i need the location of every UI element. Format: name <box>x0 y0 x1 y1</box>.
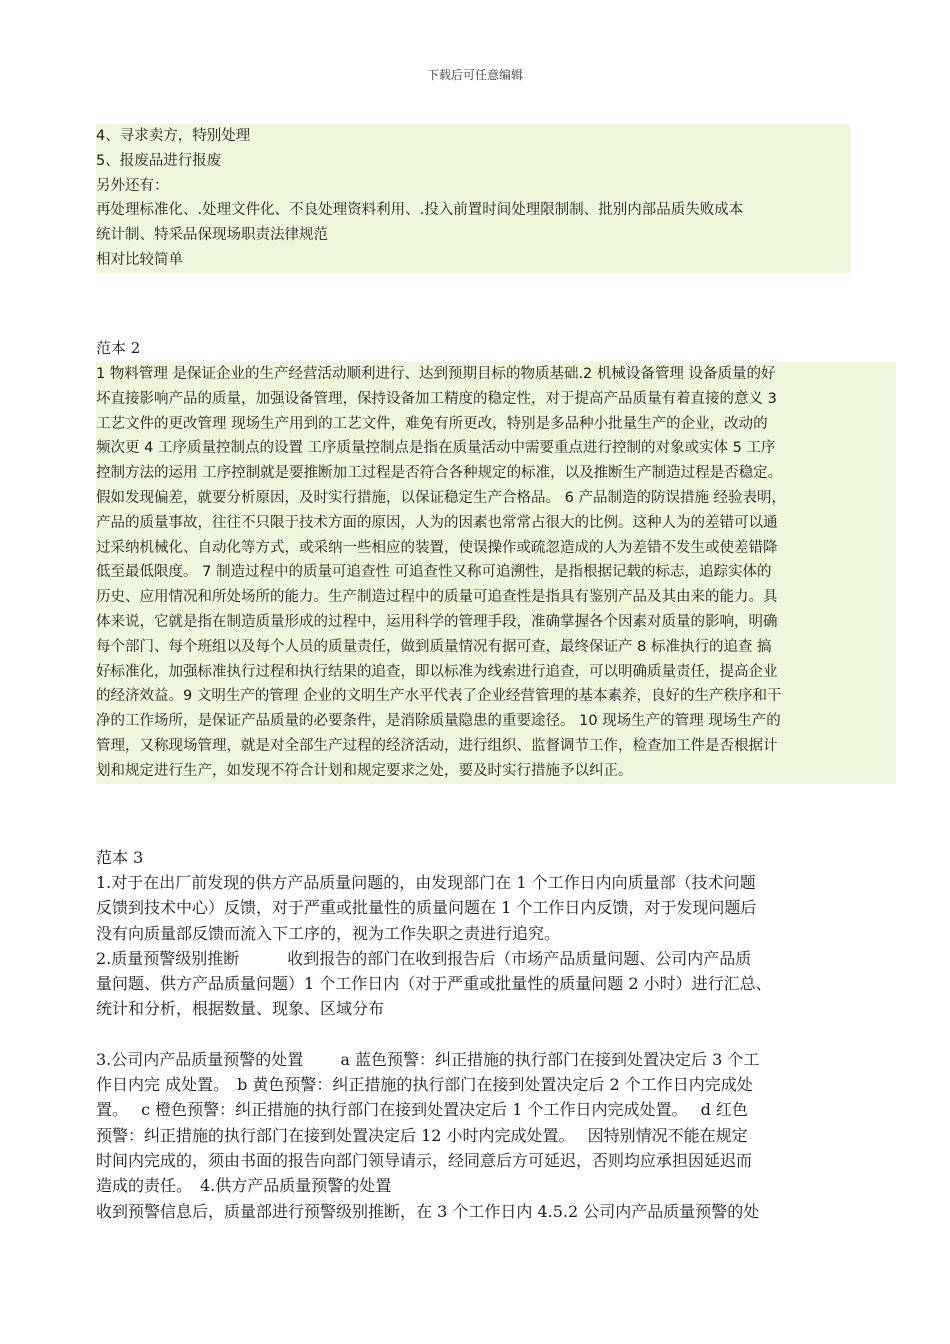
section-title-3: 范本 3 <box>96 848 144 867</box>
text-line: 好标准化，加强标准执行过程和执行结果的追查，即以标准为线索进行追查，可以明确质量责任，提高企业 <box>96 663 778 680</box>
text-line: 收到预警信息后，质量部进行预警级别推断，在 3 个工作日内 4.5.2 公司内产品质量预警的处 <box>96 1201 760 1221</box>
text-line: 划和规定进行生产，如发现不符合计划和规定要求之处，要及时实行措施予以纠正。 <box>96 762 633 779</box>
text-line: 相对比较简单 <box>96 251 183 268</box>
text-line: 产品的质量事故，往往不只限于技术方面的原因，人为的因素也常常占很大的比例。这种人为的差错可以通 <box>96 514 778 531</box>
text-line: 统计制、特采品保现场职责法律规范 <box>96 227 328 244</box>
text-line: 体来说，它就是指在制造质量形成的过程中，运用科学的管理手段，准确掌握各个因素对质量的影响，明确 <box>96 613 778 630</box>
text-line: 频次更 4 工序质量控制点的设置 工序质量控制点是指在质量活动中需要重点进行控制的对象或实体 5 工序 <box>96 440 776 457</box>
text-line: 量问题、供方产品质量问题）1 个工作日内（对于严重或批量性的质量问题 2 小时）进行汇总、 <box>96 974 772 994</box>
text-line: 再处理标准化、.处理文件化、不良处理资料利用、.投入前置时间处理限制制、批别内部品质失败成本 <box>96 202 744 219</box>
text-line: 3.公司内产品质量预警的处置 a 蓝色预警：纠正措施的执行部门在接到处置决定后 3 个工 <box>96 1049 760 1069</box>
text-line: 作日内完 成处置。 b 黄色预警：纠正措施的执行部门在接到处置决定后 2 个工作日内完成处 <box>96 1075 753 1095</box>
paragraph-gap <box>96 1022 896 1047</box>
text-line: 的经济效益。9 文明生产的管理 企业的文明生产水平代表了企业经营管理的基本素养，良好的生产秩序和干 <box>96 688 782 705</box>
text-line: 过采纳机械化、自动化等方式，或采纳一些相应的装置，使误操作或疏忽造成的人为差错不发生或使差错降 <box>96 539 778 556</box>
text-line: 反馈到技术中心）反馈，对于严重或批量性的质量问题在 1 个工作日内反馈，对于发现问题后 <box>96 898 757 918</box>
text-block-2 <box>96 362 896 784</box>
text-line: 统计和分析，根据数量、现象、区域分布 <box>96 999 385 1019</box>
text-line: 1.对于在出厂前发现的供方产品质量问题的，由发现部门在 1 个工作日内向质量部（技术问题 <box>96 873 756 892</box>
section-title-2: 范本 2 <box>96 339 141 357</box>
text-line: 控制方法的运用 工序控制就是要推断加工过程是否符合各种规定的标准，以及推断生产制造过程是否稳定。 <box>96 465 783 482</box>
text-line: 另外还有： <box>96 177 169 194</box>
text-line: 净的工作场所，是保证产品质量的必要条件，是消除质量隐患的重要途径。 10 现场生产的管理 现场生产的 <box>96 713 781 730</box>
text-line: 造成的责任。 4.供方产品质量预警的处置 <box>96 1176 392 1196</box>
text-block-1 <box>96 124 850 273</box>
text-line: 假如发现偏差，就要分析原因，及时实行措施，以保证稳定生产合格品。 6 产品制造的防误措施 经验表明， <box>96 489 787 506</box>
text-line: 坏直接影响产品的质量，加强设备管理，保持设备加工精度的稳定性，对于提高产品质量有着直接的意义 3 <box>96 390 777 407</box>
text-line: 4、寻求卖方，特别处理 <box>96 128 251 144</box>
text-block-3 <box>96 870 896 1224</box>
text-line: 低至最低限度。 7 制造过程中的质量可追查性 可追查性又称可追溯性，是指根据记载的标志，追踪实体的 <box>96 564 772 581</box>
text-line: 5、报废品进行报废 <box>96 152 222 169</box>
text-line: 没有向质量部反馈而流入下工序的，视为工作失职之责进行追究。 <box>96 923 561 943</box>
text-line: 预警：纠正措施的执行部门在接到处置决定后 12 小时内完成处置。 因特别情况不能在规定 <box>96 1125 748 1145</box>
text-line: 管理，又称现场管理，就是对全部生产过程的经济活动，进行组织、监督调节工作，检查加工件是否根据计 <box>96 737 778 754</box>
text-line: 每个部门、每个班组以及每个人员的质量责任，做到质量情况有据可查，最终保证产 8 标准执行的追查 搞 <box>96 638 772 655</box>
text-line: 工艺文件的更改管理 现场生产用到的工艺文件，难免有所更改，特别是多品种小批量生产的企业，改动的 <box>96 415 768 432</box>
text-line: 时间内完成的，须由书面的报告向部门领导请示，经同意后方可延迟，否则均应承担因延迟而 <box>96 1150 753 1170</box>
text-line: 2.质量预警级别推断 收到报告的部门在收到报告后（市场产品质量问题、公司内产品质 <box>96 948 752 968</box>
page-header: 下载后可任意编辑 <box>426 68 523 82</box>
text-line: 历史、应用情况和所处场所的能力。生产制造过程中的质量可追查性是指具有鉴别产品及其由来的能力。具 <box>96 589 778 606</box>
text-line: 1 物料管理 是保证企业的生产经营活动顺利进行、达到预期目标的物质基础.2 机械设备管理 设备质量的好 <box>96 366 776 382</box>
text-line: 置。 c 橙色预警：纠正措施的执行部门在接到处置决定后 1 个工作日内完成处置。 d 红色 <box>96 1100 748 1120</box>
